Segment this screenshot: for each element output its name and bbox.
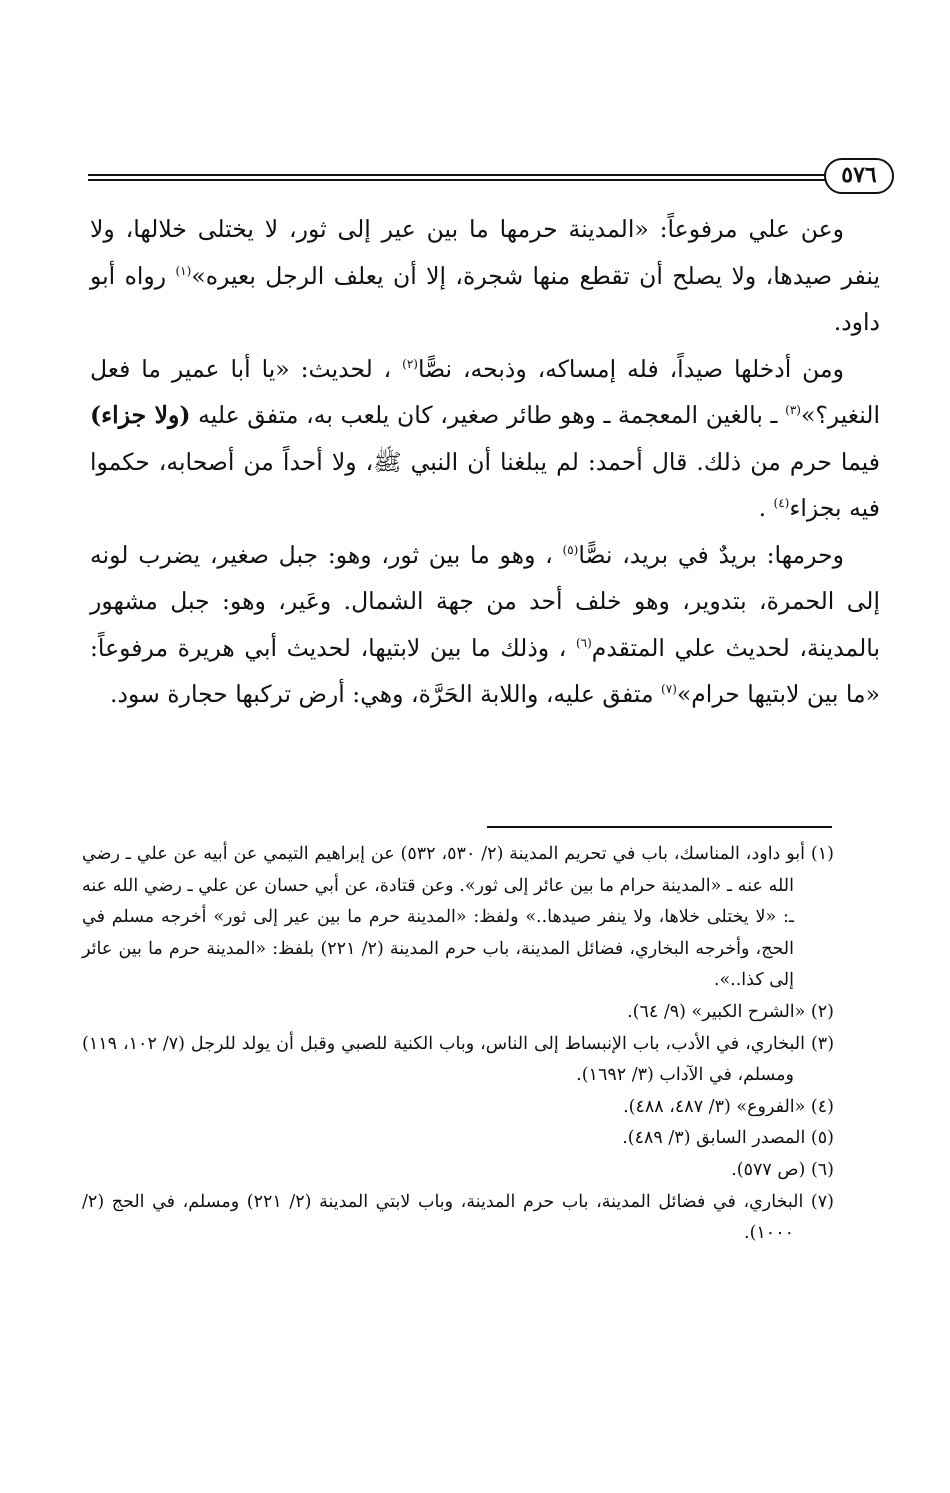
text-segment: وعن علي مرفوعاً: «المدينة حرمها ما بين عير إلى ثور، لا يختلى خلالها، ولا ينفر صيدها، ولا يصلح أن تقطع منها شجرة، إلا أن يعلف الرجل بعيره» bbox=[90, 215, 880, 290]
footnote-7: (٧) البخاري، في فضائل المدينة، باب حرم المدينة، وباب لابتي المدينة (٢/ ٢٢١) ومسلم، في الحج (٢/ ١٠٠٠). bbox=[82, 1191, 834, 1244]
footnote-6: (٦) (ص ٥٧٧). bbox=[731, 1159, 834, 1180]
text-segment: ومن أدخلها صيداً، فله إمساكه، وذبحه، نصًّا bbox=[417, 354, 844, 383]
text-segment: فيما حرم من ذلك. قال أحمد: لم يبلغنا أن النبي ﷺ، ولا أحداً من أصحابه، حكموا فيه بجزاء bbox=[90, 447, 880, 522]
text-segment: . bbox=[758, 494, 774, 522]
page-number: ٥٧٦ bbox=[824, 158, 894, 194]
bold-phrase: (ولا جزاء) bbox=[90, 401, 191, 429]
footnote-4: (٤) «الفروع» (٣/ ٤٨٧، ٤٨٨). bbox=[623, 1096, 834, 1117]
header-rule bbox=[88, 174, 826, 181]
text-segment: وحرمها: بريدٌ في بريد، نصًّا bbox=[578, 540, 844, 569]
footnote-2: (٢) «الشرح الكبير» (٩/ ٦٤). bbox=[627, 1001, 834, 1022]
text-segment: ، وذلك ما بين لابتيها، لحديث أبي هريرة مرفوعاً: «ما بين لابتيها حرام» bbox=[90, 633, 880, 708]
footnote-separator bbox=[487, 826, 832, 828]
paragraph-2 bbox=[90, 346, 880, 532]
footnote-ref[interactable]: (٧) bbox=[661, 682, 677, 697]
main-text bbox=[90, 206, 880, 718]
footnote-ref[interactable]: (٢) bbox=[402, 356, 418, 371]
footnote-ref[interactable]: (٣) bbox=[785, 403, 801, 418]
text-segment: ، وهو ما بين ثور، وهو: جبل صغير، يضرب لونه إلى الحمرة، بتدوير، وهو خلف أحد من جهة الشمال. وعَير، وهو: جبل مشهور بالمدينة، لحديث علي المتقدم bbox=[90, 540, 880, 662]
footnote-3: (٣) البخاري، في الأدب، باب الإنبساط إلى الناس، وباب الكنية للصبي وقبل أن يولد للرجل (٧/ ١٠٢، ١١٩) ومسلم، في الآداب (٣/ ١٦٩٢). bbox=[82, 1033, 835, 1086]
footnotes bbox=[82, 839, 834, 1250]
footnote-ref[interactable]: (١) bbox=[175, 263, 192, 278]
footnote-ref[interactable]: (٤) bbox=[773, 496, 790, 511]
text-segment: ـ بالغين المعجمة ـ وهو طائر صغير، كان يلعب به، متفق عليه bbox=[190, 401, 786, 429]
text-segment: متفق عليه، واللابة الحَرَّة، وهي: أرض تركبها حجارة سود. bbox=[110, 680, 662, 708]
footnote-ref[interactable]: (٥) bbox=[562, 542, 579, 557]
footnote-5: (٥) المصدر السابق (٣/ ٤٨٩). bbox=[622, 1128, 834, 1149]
text-segment: ، لحديث: «يا أبا عمير ما فعل النغير؟» bbox=[90, 354, 880, 429]
paragraph-1 bbox=[90, 206, 880, 346]
footnote-1: (١) أبو داود، المناسك، باب في تحريم المدينة (٢/ ٥٣٠، ٥٣٢) عن إبراهيم التيمي عن أبيه عن علي ـ رضي الله عنه ـ «المدينة حرام ما بين عائر إلى ثور». وعن قتادة، عن أبي حسان عن علي ـ رضي الله عنه ـ: «لا يختلى خلاها، ولا ينفر صيدها..» ولفظ: «المدينة حرم ما بين عير إلى ثور» أخرجه مسلم في الحج، وأخرجه البخاري، فضائل المدينة، باب حرم المدينة (٢/ ٢٢١) بلفظ: «المدينة حرم ما بين عائر إلى كذا..». bbox=[82, 844, 834, 991]
footnote-ref[interactable]: (٦) bbox=[575, 635, 592, 650]
paragraph-3 bbox=[90, 532, 880, 718]
text-segment: رواه أبو داود. bbox=[90, 261, 880, 336]
